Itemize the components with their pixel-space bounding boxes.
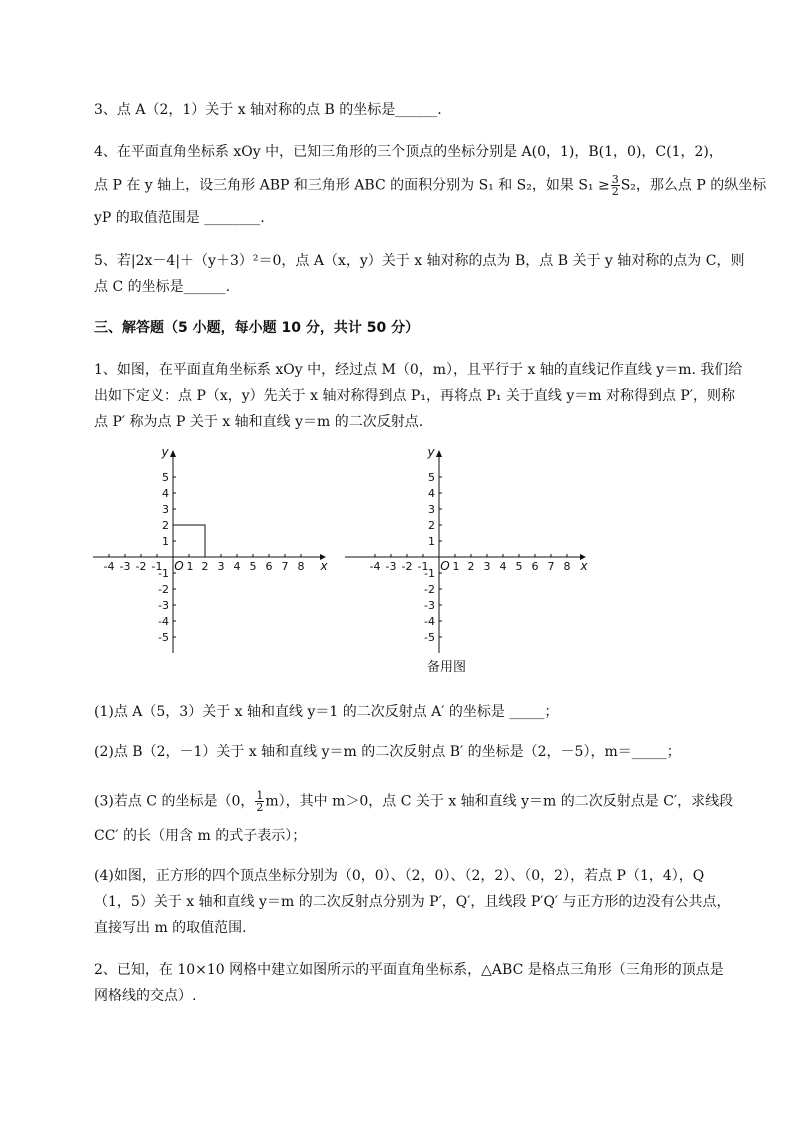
fraction-numerator: 3	[611, 173, 619, 186]
sub-question-2: (2)点 B（2，－1）关于 x 轴和直线 y＝m 的二次反射点 B′ 的坐标是（2，－5），m＝_____；	[94, 744, 681, 760]
coordinate-graphs	[0, 440, 794, 685]
question-5-line-1: 5、若|2x－4|＋（y＋3）²＝0，点 A（x，y）关于 x 轴对称的点为 B，点 B 关于 y 轴对称的点为 C，则	[94, 253, 745, 269]
sub-question-3-line-1	[94, 790, 733, 813]
y-tick-label: 4	[428, 487, 435, 500]
problem-1-line-2: 出如下定义：点 P（x，y）先关于 x 轴对称得到点 P₁，再将点 P₁ 关于直线 y＝m 对称得到点 P′，则称	[94, 388, 736, 404]
origin-label: O	[174, 559, 184, 573]
x-tick-label: 4	[233, 560, 241, 573]
y-axis-label: y	[161, 445, 169, 459]
x-tick-label: 5	[515, 560, 523, 573]
x-tick-label: -1	[151, 560, 163, 573]
y-axis-label: y	[427, 445, 435, 459]
section-3-heading: 三、解答题（5 小题，每小题 10 分，共计 50 分）	[94, 320, 420, 336]
fraction-three-halves	[611, 174, 620, 197]
x-axis-label: x	[580, 559, 588, 573]
fraction-denominator: 2	[611, 185, 619, 198]
x-tick-label: -3	[385, 560, 397, 573]
y-tick-label: 2	[162, 519, 169, 532]
y-tick-label: -4	[424, 615, 435, 628]
sub-question-4-line-2: （1，5）关于 x 轴和直线 y＝m 的二次反射点分别为 P′，Q′，且线段 P′Q′ 与正方形的边没有公共点，	[94, 894, 731, 910]
problem-1-line-3: 点 P′ 称为点 P 关于 x 轴和直线 y＝m 的二次反射点.	[94, 414, 424, 430]
x-tick-label: -2	[401, 560, 413, 573]
x-tick-label: 3	[483, 560, 491, 573]
x-tick-label: 1	[186, 560, 194, 573]
sub-question-4-line-1: (4)如图，正方形的四个顶点坐标分别为（0，0）、（2，0）、（2，2）、（0，2），若点 P（1，4），Q	[94, 868, 705, 884]
x-tick-label: 2	[201, 560, 209, 573]
y-tick-label: -2	[158, 583, 169, 596]
y-tick-label: -5	[424, 631, 435, 644]
x-tick-label: 6	[531, 560, 539, 573]
fraction-one-half	[255, 790, 264, 813]
sub-question-4-line-3: 直接写出 m 的取值范围.	[94, 920, 247, 936]
x-tick-label: 5	[249, 560, 257, 573]
x-tick-label: 4	[499, 560, 507, 573]
x-tick-label: 6	[265, 560, 273, 573]
unit-square	[173, 525, 205, 557]
coordinate-plane-spare	[345, 445, 588, 653]
x-tick-label: 1	[452, 560, 460, 573]
x-tick-label: -1	[417, 560, 429, 573]
y-tick-label: -4	[158, 615, 169, 628]
y-tick-label: 5	[428, 471, 435, 484]
sub-question-3-line-2: CC′ 的长（用含 m 的式子表示）；	[94, 828, 307, 844]
y-tick-label: 1	[428, 535, 435, 548]
x-axis-label: x	[320, 559, 328, 573]
y-tick-label: -5	[158, 631, 169, 644]
y-tick-label: -3	[158, 599, 169, 612]
question-4-line-2	[94, 174, 766, 197]
y-tick-label: 5	[162, 471, 169, 484]
question-5-line-2: 点 C 的坐标是______.	[94, 279, 231, 295]
fraction-denominator: 2	[256, 801, 264, 814]
y-tick-label: -2	[424, 583, 435, 596]
y-axis-arrow	[170, 450, 176, 457]
sub-question-1: (1)点 A（5，3）关于 x 轴和直线 y＝1 的二次反射点 A′ 的坐标是 _____；	[94, 704, 559, 720]
graph-caption: 备用图	[427, 660, 467, 675]
x-tick-label: 7	[547, 560, 555, 573]
problem-2-line-1: 2、已知，在 10×10 网格中建立如图所示的平面直角坐标系，△ABC 是格点三角形（三角形的顶点是	[94, 962, 724, 978]
question-4-line-3: yP 的取值范围是 ________.	[94, 210, 265, 226]
fraction-numerator: 1	[256, 789, 264, 802]
y-tick-label: -3	[424, 599, 435, 612]
x-tick-label: -3	[119, 560, 131, 573]
problem-2-line-2: 网格线的交点）.	[94, 988, 197, 1004]
y-tick-label: 3	[162, 503, 169, 516]
y-tick-label: 2	[428, 519, 435, 532]
y-tick-label: -1	[158, 567, 169, 580]
y-tick-label: 4	[162, 487, 169, 500]
problem-1-line-1: 1、如图，在平面直角坐标系 xOy 中，经过点 M（0，m），且平行于 x 轴的直线记作直线 y＝m. 我们给	[94, 362, 743, 378]
origin-label: O	[440, 559, 450, 573]
y-tick-label: -1	[424, 567, 435, 580]
question-4-line-1: 4、在平面直角坐标系 xOy 中，已知三角形的三个顶点的坐标分别是 A(0，1)，B(1，0)，C(1，2)，	[94, 144, 723, 160]
question-4-line-2-a: 点 P 在 y 轴上，设三角形 ABP 和三角形 ABC 的面积分别为 S₁ 和 S₂，如果 S₁ ≥	[94, 177, 610, 194]
y-tick-label: 1	[162, 535, 169, 548]
x-tick-label: -2	[135, 560, 147, 573]
y-axis-arrow	[436, 450, 442, 457]
x-tick-label: 8	[563, 560, 571, 573]
x-tick-label: -4	[103, 560, 115, 573]
x-tick-label: 8	[297, 560, 305, 573]
x-tick-label: 3	[217, 560, 225, 573]
x-tick-label: -4	[369, 560, 381, 573]
x-tick-label: 7	[281, 560, 289, 573]
question-4-line-2-b: S₂，那么点 P 的纵坐标	[620, 177, 767, 194]
y-tick-label: 3	[428, 503, 435, 516]
sub-question-3-b: m），其中 m＞0，点 C 关于 x 轴和直线 y＝m 的二次反射点是 C′，求线段	[265, 793, 734, 810]
coordinate-plane-main	[93, 445, 328, 653]
question-3: 3、点 A（2，1）关于 x 轴对称的点 B 的坐标是______.	[94, 102, 442, 118]
x-tick-label: 2	[467, 560, 475, 573]
sub-question-3-a: (3)若点 C 的坐标是（0，	[94, 793, 255, 810]
